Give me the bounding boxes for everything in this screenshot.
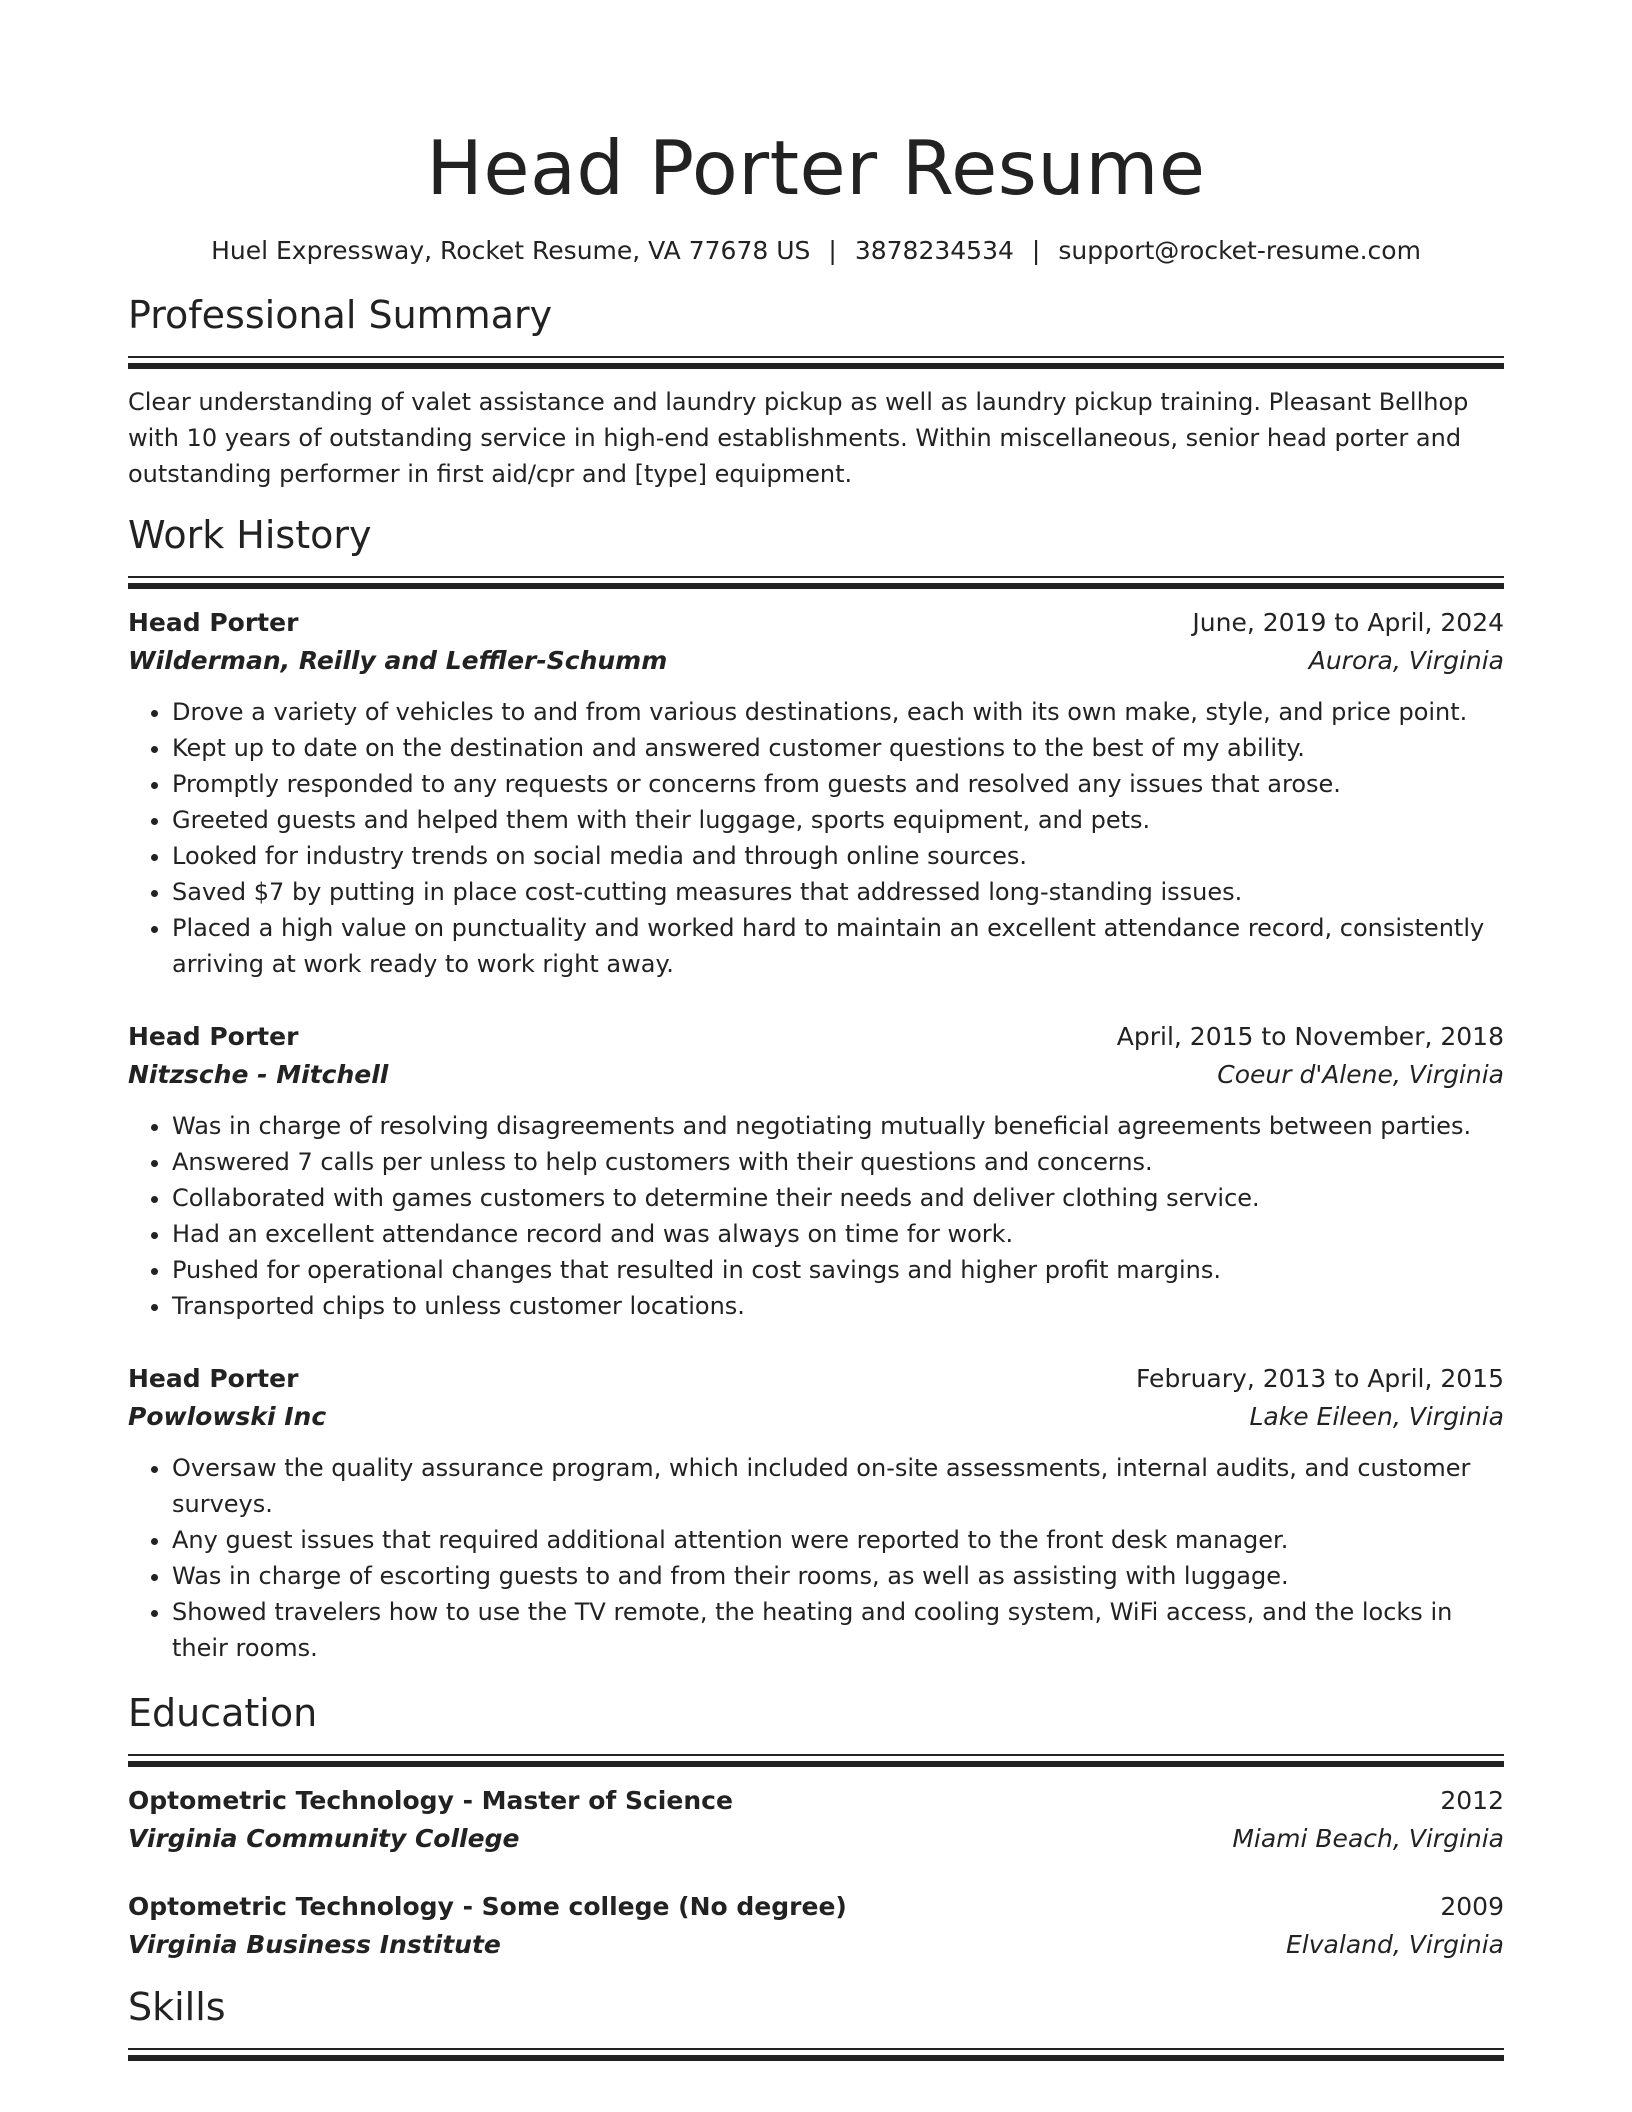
job-bullets [128, 1450, 1504, 1666]
job-bullet: • Looked for industry trends on social media and through online sources. [172, 838, 1504, 874]
job-header-row [128, 1360, 1504, 1398]
job-bullet: • Saved $7 by putting in place cost-cutting measures that addressed long-standing issues. [172, 874, 1504, 910]
education-school-row [128, 1820, 1504, 1858]
contact-email: support@rocket-resume.com [1058, 236, 1421, 265]
education-year: 2009 [1440, 1892, 1504, 1921]
job-company-row [128, 1398, 1504, 1436]
section-title-summary: Professional Summary [128, 293, 553, 337]
job-company: Powlowski Inc [128, 1402, 327, 1431]
education-school: Virginia Business Institute [128, 1930, 501, 1959]
job-company: Nitzsche - Mitchell [128, 1060, 389, 1089]
job-bullet: • Kept up to date on the destination and answered customer questions to the best of my ability. [172, 730, 1504, 766]
job-bullet: • Transported chips to unless customer locations. [172, 1288, 1504, 1324]
job-dates: February, 2013 to April, 2015 [1136, 1364, 1504, 1393]
job-title: Head Porter [128, 1364, 299, 1393]
job-company-row [128, 1056, 1504, 1094]
page-title: Head Porter Resume [426, 124, 1206, 212]
section-divider [128, 1754, 1504, 1768]
education-location: Elvaland, Virginia [1286, 1930, 1504, 1959]
job-dates: June, 2019 to April, 2024 [1192, 608, 1504, 637]
education-header-row [128, 1782, 1504, 1820]
job-entry [128, 1360, 1504, 1666]
job-bullet: • Drove a variety of vehicles to and from various destinations, each with its own make, style, and price point. [172, 694, 1504, 730]
education-degree: Optometric Technology - Some college (No degree) [128, 1892, 847, 1921]
education-school: Virginia Community College [128, 1824, 520, 1853]
job-location: Aurora, Virginia [1308, 646, 1504, 675]
job-bullet: • Collaborated with games customers to determine their needs and deliver clothing service. [172, 1180, 1504, 1216]
job-entry [128, 604, 1504, 982]
job-location: Coeur d'Alene, Virginia [1217, 1060, 1504, 1089]
job-location: Lake Eileen, Virginia [1249, 1402, 1504, 1431]
contact-separator: | [1031, 236, 1041, 265]
job-header-row [128, 604, 1504, 642]
section-title-education: Education [128, 1691, 318, 1735]
section-title-work-history: Work History [128, 513, 372, 557]
section-divider [128, 2048, 1504, 2062]
job-company-row [128, 642, 1504, 680]
job-bullet: • Was in charge of resolving disagreements and negotiating mutually beneficial agreements between parties. [172, 1108, 1504, 1144]
summary-text: Clear understanding of valet assistance and laundry pickup as well as laundry pickup training. Pleasant Bellhop with 10 years of outstanding service in high-end establishments. Within miscellaneous, senior head porter and outstanding performer in first aid/cpr and [type] equipment. [128, 388, 1469, 488]
job-bullet: • Any guest issues that required additional attention were reported to the front desk manager. [172, 1522, 1504, 1558]
job-bullets [128, 1108, 1504, 1324]
job-bullet: • Was in charge of escorting guests to and from their rooms, as well as assisting with luggage. [172, 1558, 1504, 1594]
education-year: 2012 [1440, 1786, 1504, 1815]
contact-separator: | [828, 236, 837, 265]
section-divider [128, 356, 1504, 370]
job-title: Head Porter [128, 608, 299, 637]
job-title: Head Porter [128, 1022, 299, 1051]
education-entry [128, 1888, 1504, 1964]
education-header-row [128, 1888, 1504, 1926]
job-company: Wilderman, Reilly and Leffler-Schumm [128, 646, 668, 675]
contact-line [128, 234, 1504, 268]
job-dates: April, 2015 to November, 2018 [1116, 1022, 1504, 1051]
section-divider [128, 576, 1504, 590]
job-bullet: • Showed travelers how to use the TV remote, the heating and cooling system, WiFi access, and the locks in their rooms. [172, 1594, 1504, 1666]
section-title-skills: Skills [128, 1985, 226, 2029]
job-header-row [128, 1018, 1504, 1056]
education-degree: Optometric Technology - Master of Science [128, 1786, 733, 1815]
education-school-row [128, 1926, 1504, 1964]
education-entry [128, 1782, 1504, 1858]
job-entry [128, 1018, 1504, 1324]
job-bullet: • Promptly responded to any requests or concerns from guests and resolved any issues that arose. [172, 766, 1504, 802]
job-bullet: • Pushed for operational changes that resulted in cost savings and higher profit margins. [172, 1252, 1504, 1288]
job-bullets [128, 694, 1504, 982]
job-bullet: • Answered 7 calls per unless to help customers with their questions and concerns. [172, 1144, 1504, 1180]
contact-address: Huel Expressway, Rocket Resume, VA 77678 US [211, 236, 811, 265]
contact-phone: 3878234534 [854, 236, 1014, 265]
job-bullet: • Had an excellent attendance record and was always on time for work. [172, 1216, 1504, 1252]
job-bullet: • Greeted guests and helped them with their luggage, sports equipment, and pets. [172, 802, 1504, 838]
resume-content [128, 118, 1504, 2062]
job-bullet: • Oversaw the quality assurance program, which included on-site assessments, internal audits, and customer surveys. [172, 1450, 1504, 1522]
job-bullet: • Placed a high value on punctuality and worked hard to maintain an excellent attendance record, consistently arriving at work ready to work right away. [172, 910, 1504, 982]
education-location: Miami Beach, Virginia [1232, 1824, 1504, 1853]
